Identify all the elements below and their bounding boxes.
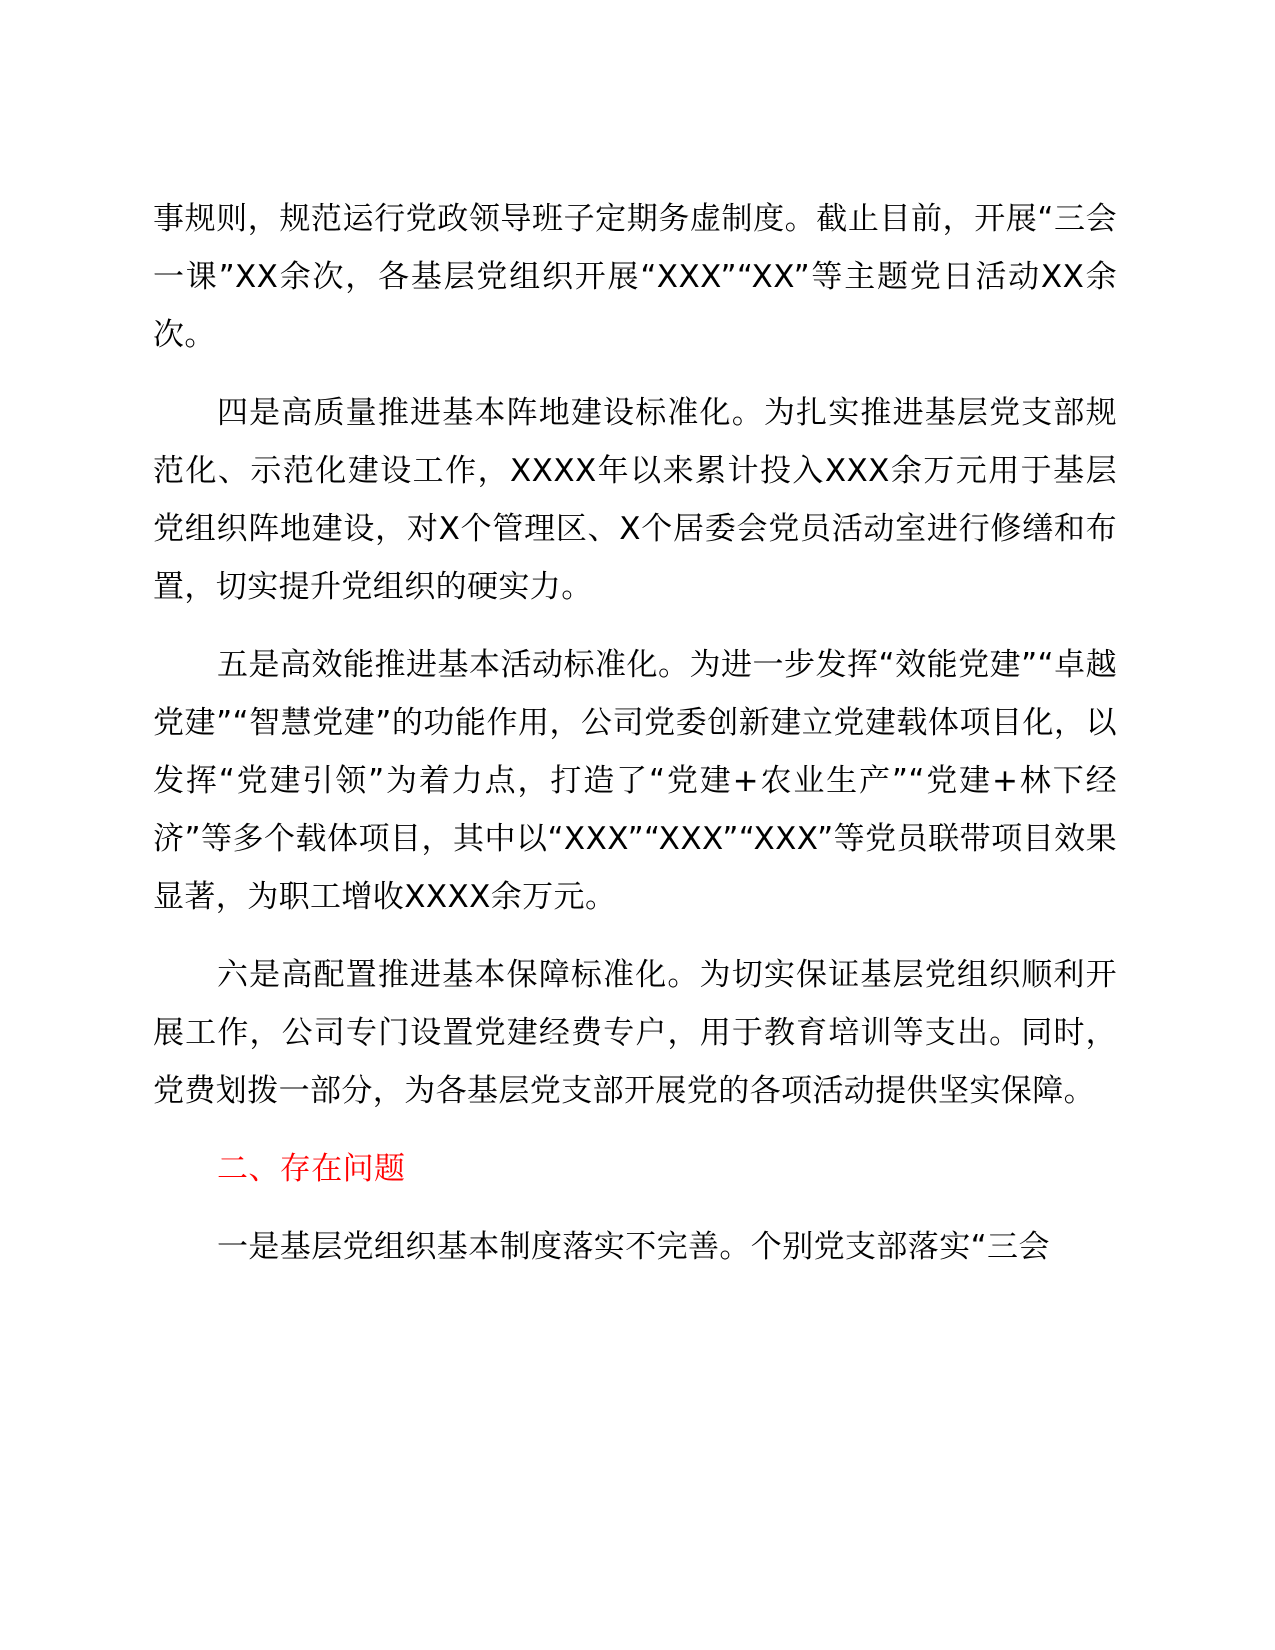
paragraph-six-guarantees: 六是高配置推进基本保障标准化。为切实保证基层党组织顺利开展工作，公司专门设置党建经费专户，用于教育培训等支出。同时，党费划拨一部分，为各基层党支部开展党的各项活动提供坚实保障。 bbox=[153, 957, 1117, 1109]
paragraph-four-position-building: 四是高质量推进基本阵地建设标准化。为扎实推进基层党支部规范化、示范化建设工作，XXXX年以来累计投入XXX余万元用于基层党组织阵地建设，对X个管理区、X个居委会党员活动室进行修缮和布置，切实提升党组织的硬实力。 bbox=[153, 395, 1117, 605]
paragraph-five-activities: 五是高效能推进基本活动标准化。为进一步发挥“效能党建”“卓越党建”“智慧党建”的功能作用，公司党委创新建立党建载体项目化，以发挥“党建引领”为着力点，打造了“党建+农业生产”“党建+林下经济”等多个载体项目，其中以“XXX”“XXX”“XXX”等党员联带项目效果显著，为职工增收XXXX余万元。 bbox=[153, 647, 1117, 915]
document-page bbox=[153, 190, 1117, 1296]
section-heading-problems: 二、存在问题 bbox=[217, 1151, 406, 1187]
paragraph-continuation: 事规则，规范运行党政领导班子定期务虚制度。截止目前，开展“三会一课”XX余次，各基层党组织开展“XXX”“XX”等主题党日活动XX余次。 bbox=[153, 201, 1117, 353]
paragraph-problem-one: 一是基层党组织基本制度落实不完善。个别党支部落实“三会 bbox=[217, 1229, 1050, 1265]
